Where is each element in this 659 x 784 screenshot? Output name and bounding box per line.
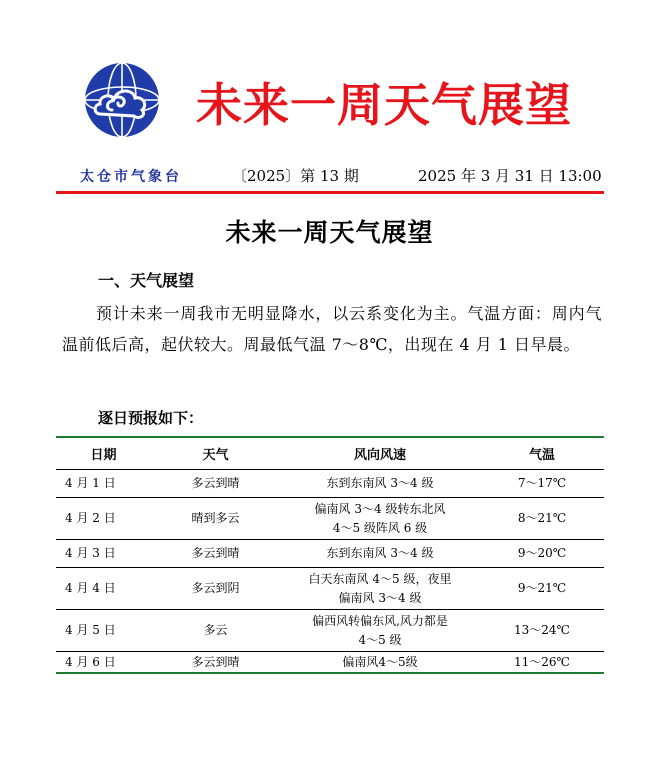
- cell-temp: 7～17℃: [480, 470, 604, 498]
- cell-weather: 多云到晴: [151, 540, 280, 568]
- cell-temp: 13～24℃: [480, 610, 604, 652]
- daily-forecast-table: [56, 436, 604, 674]
- cell-date: 4 月 4 日: [56, 568, 151, 610]
- table-row: [56, 610, 604, 652]
- cell-date: 4 月 2 日: [56, 498, 151, 540]
- issuer-name: 太仓市气象台: [80, 169, 182, 185]
- issue-info-row: [56, 164, 604, 186]
- meteorological-logo: [84, 62, 160, 138]
- cell-weather: 多云到晴: [151, 470, 280, 498]
- cell-wind: [280, 652, 480, 674]
- cell-wind: [280, 470, 480, 498]
- wind-line: 偏西风转偏东风,风力都是: [312, 613, 448, 628]
- wind-line: 偏南风4～5级: [342, 654, 418, 669]
- wind-line: 东到东南风 3～4 级: [326, 476, 434, 490]
- cell-date: 4 月 3 日: [56, 540, 151, 568]
- masthead-title: 未来一周天气展望: [196, 78, 572, 132]
- cell-wind: [280, 498, 480, 540]
- forecast-intro: 逐日预报如下：: [98, 409, 204, 427]
- wind-line: 偏南风 3～4 级: [338, 590, 422, 605]
- wind-line: 4～5 级: [358, 632, 402, 647]
- table-row: [56, 652, 604, 674]
- issue-number: 〔2025〕第 13 期: [232, 167, 359, 185]
- wind-line: 4～5 级阵风 6 级: [332, 520, 428, 535]
- header-date: 日期: [90, 448, 117, 463]
- section-heading: 一、天气展望: [98, 271, 195, 290]
- outlook-paragraph: 预计未来一周我市无明显降水，以云系变化为主。气温方面：周内气温前低后高，起伏较大。周最低气温 7～8℃，出现在 4 月 1 日早晨。: [62, 304, 602, 354]
- wind-line: 东到东南风 3～4 级: [326, 546, 434, 560]
- cell-date: 4 月 5 日: [56, 610, 151, 652]
- document-title: 未来一周天气展望: [225, 218, 434, 247]
- table-row: [56, 470, 604, 498]
- header-weather: 天气: [202, 448, 229, 463]
- masthead-divider: [56, 191, 604, 194]
- header-temperature: 气温: [528, 448, 555, 463]
- table-row: [56, 540, 604, 568]
- cell-temp: 11～26℃: [480, 652, 604, 674]
- cell-wind: [280, 610, 480, 652]
- cell-weather: 多云: [151, 610, 280, 652]
- cell-date: 4 月 1 日: [56, 470, 151, 498]
- cell-temp: 9～21℃: [480, 568, 604, 610]
- header-wind: 风向风速: [353, 448, 406, 463]
- cell-weather: 晴到多云: [151, 498, 280, 540]
- issue-datetime: 2025 年 3 月 31 日 13:00: [418, 167, 602, 185]
- cell-temp: 9～20℃: [480, 540, 604, 568]
- cell-date: 4 月 6 日: [56, 652, 151, 674]
- wind-line: 偏南风 3～4 级转东北风: [314, 501, 446, 516]
- cell-temp: 8～21℃: [480, 498, 604, 540]
- cell-wind: [280, 540, 480, 568]
- wind-line: 白天东南风 4～5 级，夜里: [308, 571, 452, 586]
- cell-wind: [280, 568, 480, 610]
- table-header-row: [56, 437, 604, 470]
- table-row: [56, 498, 604, 540]
- cell-weather: 多云到阴: [151, 568, 280, 610]
- cell-weather: 多云到晴: [151, 652, 280, 674]
- table-row: [56, 568, 604, 610]
